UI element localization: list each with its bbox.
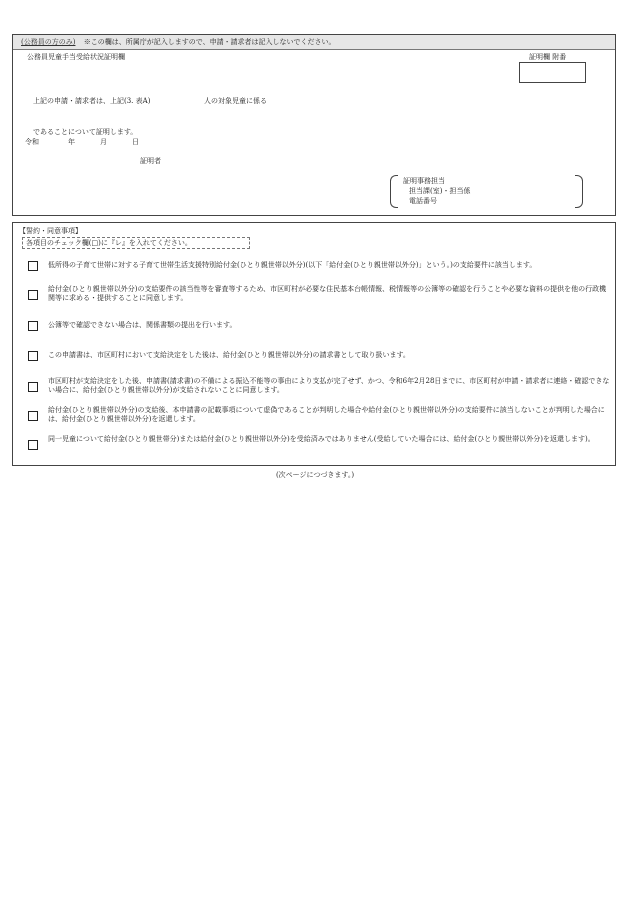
consent-instruction: 各項目のチェック欄(□)に『レ』を入れてください。 [22, 237, 250, 249]
statement-line1: 上記の申請・請求者は、上記(3. 表A) [33, 97, 151, 105]
consent-checkbox[interactable] [28, 440, 38, 450]
public-servant-only-label: (公務員の方のみ) [21, 38, 76, 46]
cert-number-box[interactable] [519, 62, 586, 83]
office-line3: 電話番号 [409, 197, 437, 205]
statement-line2: であることについて証明します。 [33, 128, 138, 136]
consent-checkbox[interactable] [28, 321, 38, 331]
consent-item-text: 市区町村が支給決定をした後、申請書(請求書)の不備による振込不能等の事由により支払が完了せず、かつ、令和6年2月28日までに、市区町村が申請・請求者に連絡・確認できない場合に、給付金(ひとり親世帯以外分)が支給されないことに同意します。 [48, 377, 610, 394]
date-year: 年 [68, 138, 75, 146]
consent-checkbox[interactable] [28, 351, 38, 361]
consent-checkbox[interactable] [28, 382, 38, 392]
statement-line1-suffix: 人の対象児童に係る [204, 97, 267, 105]
consent-title: 【誓約・同意事項】 [19, 227, 82, 235]
office-line2: 担当課(室)・担当係 [409, 187, 471, 195]
office-bracket-left [390, 175, 398, 208]
date-month: 月 [100, 138, 107, 146]
consent-item-text: 給付金(ひとり親世帯以外分)の支給後、本申請書の記載事項について虚偽であることが判明した場合や給付金(ひとり親世帯以外分)の支給要件に該当しないことが判明した場合には、給付金(ひとり親世帯以外分)を返還します。 [48, 406, 605, 423]
consent-item-text: この申請書は、市区町村において支給決定をした後は、給付金(ひとり親世帯以外分)の請求書として取り扱います。 [48, 351, 410, 359]
continued-note: (次ページにつづきます。) [275, 471, 355, 479]
cert-title: 公務員児童手当受給状況証明欄 [27, 53, 125, 61]
cert-header [13, 35, 615, 50]
consent-section [12, 222, 616, 466]
certification-section [12, 34, 616, 216]
certifier-label: 証明者 [140, 157, 161, 165]
consent-item-text: 給付金(ひとり親世帯以外分)の支給要件の該当性等を審査等するため、市区町村が必要な住民基本台帳情報、税情報等の公簿等の確認を行うことや必要な資料の提供を他の行政機関等に求める・提供することに同意します。 [48, 285, 607, 302]
consent-checkbox[interactable] [28, 261, 38, 271]
date-day: 日 [132, 138, 139, 146]
cert-field-label: 証明欄 附番 [529, 53, 567, 61]
consent-checkbox[interactable] [28, 411, 38, 421]
consent-checkbox[interactable] [28, 290, 38, 300]
date-era: 令和 [25, 138, 39, 146]
office-line1: 証明事務担当 [403, 177, 445, 185]
consent-item-text: 公簿等で確認できない場合は、関係書類の提出を行います。 [48, 321, 237, 329]
cert-header-note: ※この欄は、所属庁が記入しますので、申請・請求者は記入しないでください。 [83, 38, 336, 46]
office-bracket-right [575, 175, 583, 208]
consent-item-text: 低所得の子育て世帯に対する子育て世帯生活支援特別給付金(ひとり親世帯以外分)(以下「給付金(ひとり親世帯以外分)」という。)の支給要件に該当します。 [48, 261, 537, 269]
consent-item-text: 同一児童について給付金(ひとり親世帯分)または給付金(ひとり親世帯以外分)を受給済みではありません(受給していた場合には、給付金(ひとり親世帯以外分)を返還します)。 [48, 435, 595, 443]
